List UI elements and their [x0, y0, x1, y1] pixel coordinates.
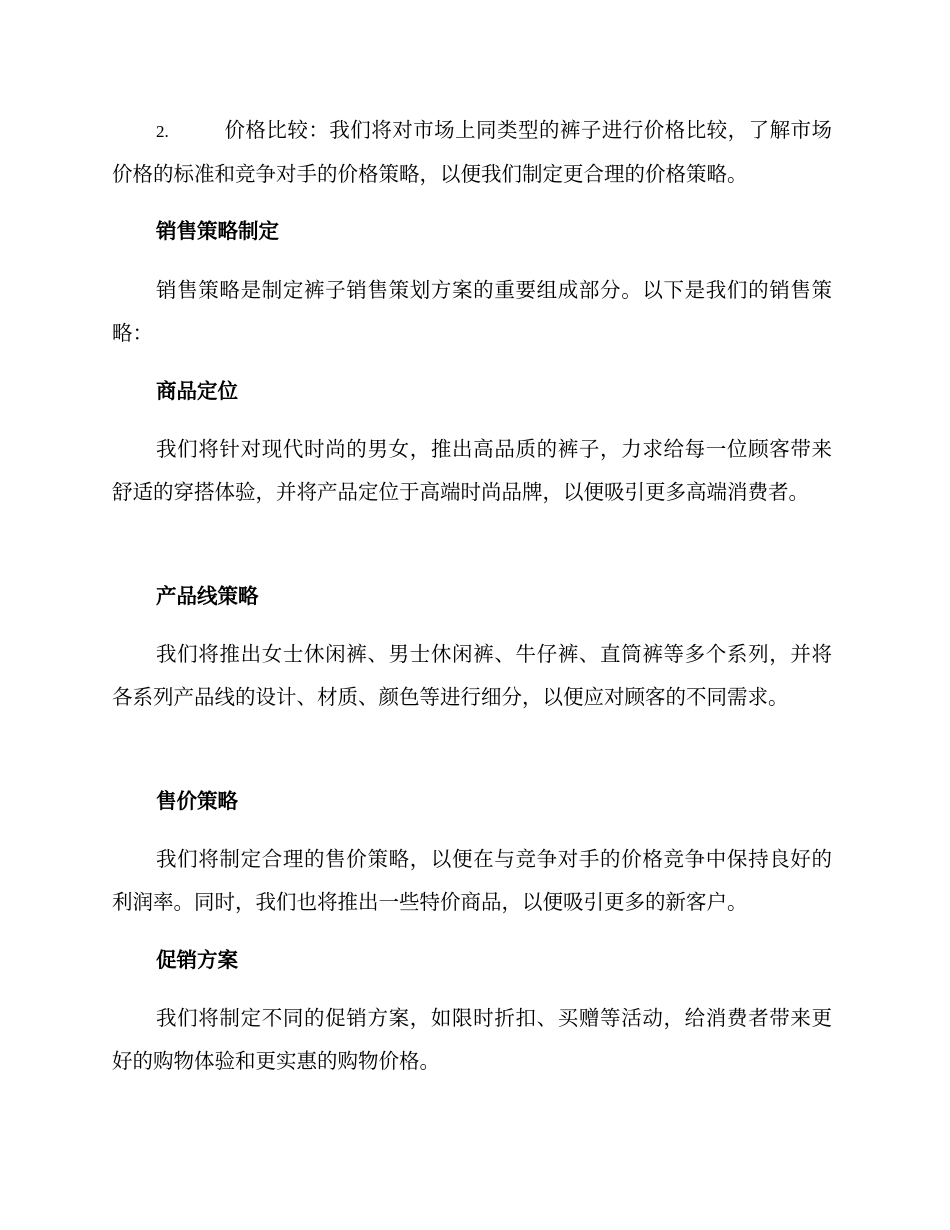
section-body-pricing: 我们将制定合理的售价策略，以便在与竞争对手的价格竞争中保持良好的利润率。同时，我们也将推出一些特价商品，以便吸引更多的新客户。 — [112, 847, 832, 914]
section-heading-pricing: 售价策略 — [156, 789, 238, 813]
section-body-promotion: 我们将制定不同的促销方案，如限时折扣、买赠等活动，给消费者带来更好的购物体验和更实惠的购物价格。 — [112, 1006, 832, 1073]
list-item-price-comparison — [112, 109, 832, 196]
section-heading-product-positioning: 商品定位 — [156, 379, 238, 403]
list-item-number: 2. — [156, 122, 169, 141]
section-body-product-positioning: 我们将针对现代时尚的男女，推出高品质的裤子，力求给每一位顾客带来舒适的穿搭体验，并将产品定位于高端时尚品牌，以便吸引更多高端消费者。 — [112, 437, 832, 504]
section-heading-sales-strategy: 销售策略制定 — [156, 219, 279, 243]
section-heading-product-line: 产品线策略 — [156, 584, 259, 608]
section-body-product-line: 我们将推出女士休闲裤、男士休闲裤、牛仔裤、直筒裤等多个系列，并将各系列产品线的设计、材质、颜色等进行细分，以便应对顾客的不同需求。 — [112, 642, 832, 709]
list-item-text: 价格比较：我们将对市场上同类型的裤子进行价格比较，了解市场价格的标准和竞争对手的价格策略，以便我们制定更合理的价格策略。 — [112, 118, 832, 186]
section-heading-promotion: 促销方案 — [156, 948, 238, 972]
section-body-sales-strategy: 销售策略是制定裤子销售策划方案的重要组成部分。以下是我们的销售策略： — [112, 278, 832, 345]
